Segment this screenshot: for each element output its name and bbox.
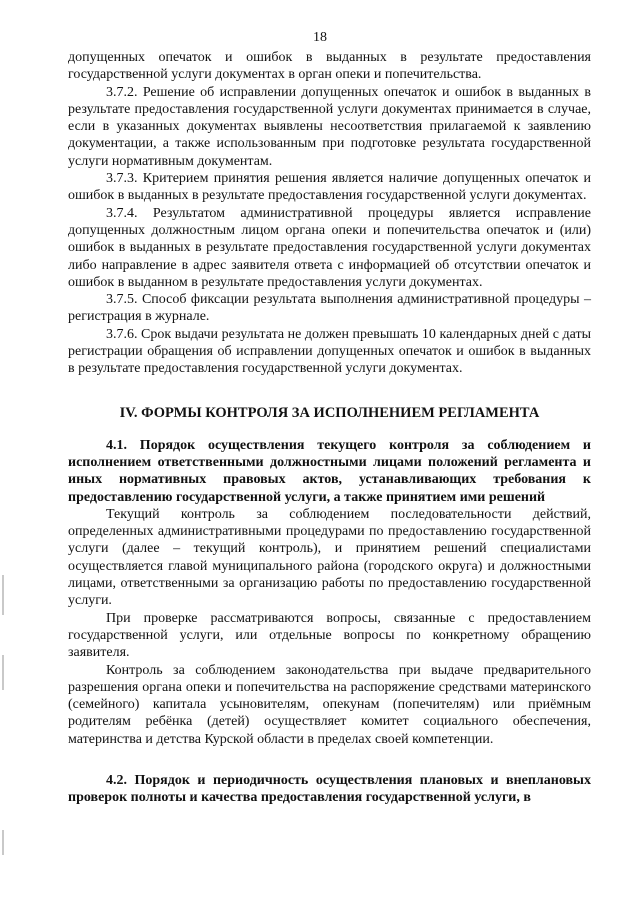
section-heading: IV. ФОРМЫ КОНТРОЛЯ ЗА ИСПОЛНЕНИЕМ РЕГЛАМЕНТА [119,404,540,421]
paragraph: Текущий контроль за соблюдением последовательности действий, определенных административными процедурами по предоставлению государственной услуги (далее – текущий контроль), и принятием решений специалистами осуществляется главой муниципального района (городского округа) и должностными лицами, ответственными за организацию работы по предоставлению государственной услуги. [68,506,591,609]
margin-scan-mark [2,830,4,855]
subsection-heading-4-1: 4.1. Порядок осуществления текущего контроля за соблюдением и исполнением ответственными должностными лицами положений регламента и иных нормативных правовых актов, устанавливающих требования к предоставлению государственной услуги, а также принятием ими решений [68,437,591,505]
paragraph: При проверке рассматриваются вопросы, связанные с предоставлением государственной услуги, или отдельные вопросы по конкретному обращению заявителя. [68,610,591,661]
subsection-heading-4-2: 4.2. Порядок и периодичность осуществления плановых и внеплановых проверок полноты и качества предоставления государственной услуги, в [68,772,591,806]
document-body [68,49,591,807]
margin-scan-mark [2,655,4,690]
paragraph-3-7-5: 3.7.5. Способ фиксации результата выполнения административной процедуры – регистрация в журнале. [68,292,591,325]
paragraph: допущенных опечаток и ошибок в выданных в результате предоставления государственной услуги документах в орган опеки и попечительства. [68,50,591,83]
paragraph-3-7-3: 3.7.3. Критерием принятия решения является наличие допущенных опечаток и ошибок в выданных в результате предоставления государственной услуги документах. [68,171,591,204]
paragraph-3-7-2: 3.7.2. Решение об исправлении допущенных опечаток и ошибок в выданных в результате предоставления государственной услуги документах принимается в случае, если в указанных документах выявлены несоответствия прилагаемой к заявлению документации, а также использованным при подготовке результата государственной услуги нормативным документам. [68,84,591,169]
margin-scan-mark [2,575,4,615]
paragraph-3-7-4: 3.7.4. Результатом административной процедуры является исправление допущенных должностным лицом органа опеки и попечительства опечаток и (или) ошибок в выданных в результате предоставления государственной услуги документах либо направление в адрес заявителя ответа с информацией об отсутствии опечаток и ошибок в выданном в результате предоставления услуги документах. [68,205,591,290]
paragraph: Контроль за соблюдением законодательства при выдаче предварительного разрешения органа опеки и попечительства на распоряжение средствами материнского (семейного) капитала усыновителям, опекунам (попечителям) или приёмным родителям ребёнка (детей) осуществляет комитет социального обеспечения, материнства и детства Курской области в пределах своей компетенции. [68,662,591,747]
page-number: 18 [313,30,327,45]
paragraph-3-7-6: 3.7.6. Срок выдачи результата не должен превышать 10 календарных дней с даты регистрации обращения об исправлении допущенных опечаток и ошибок в выданных в результате предоставления государственной услуги документах. [68,326,591,377]
